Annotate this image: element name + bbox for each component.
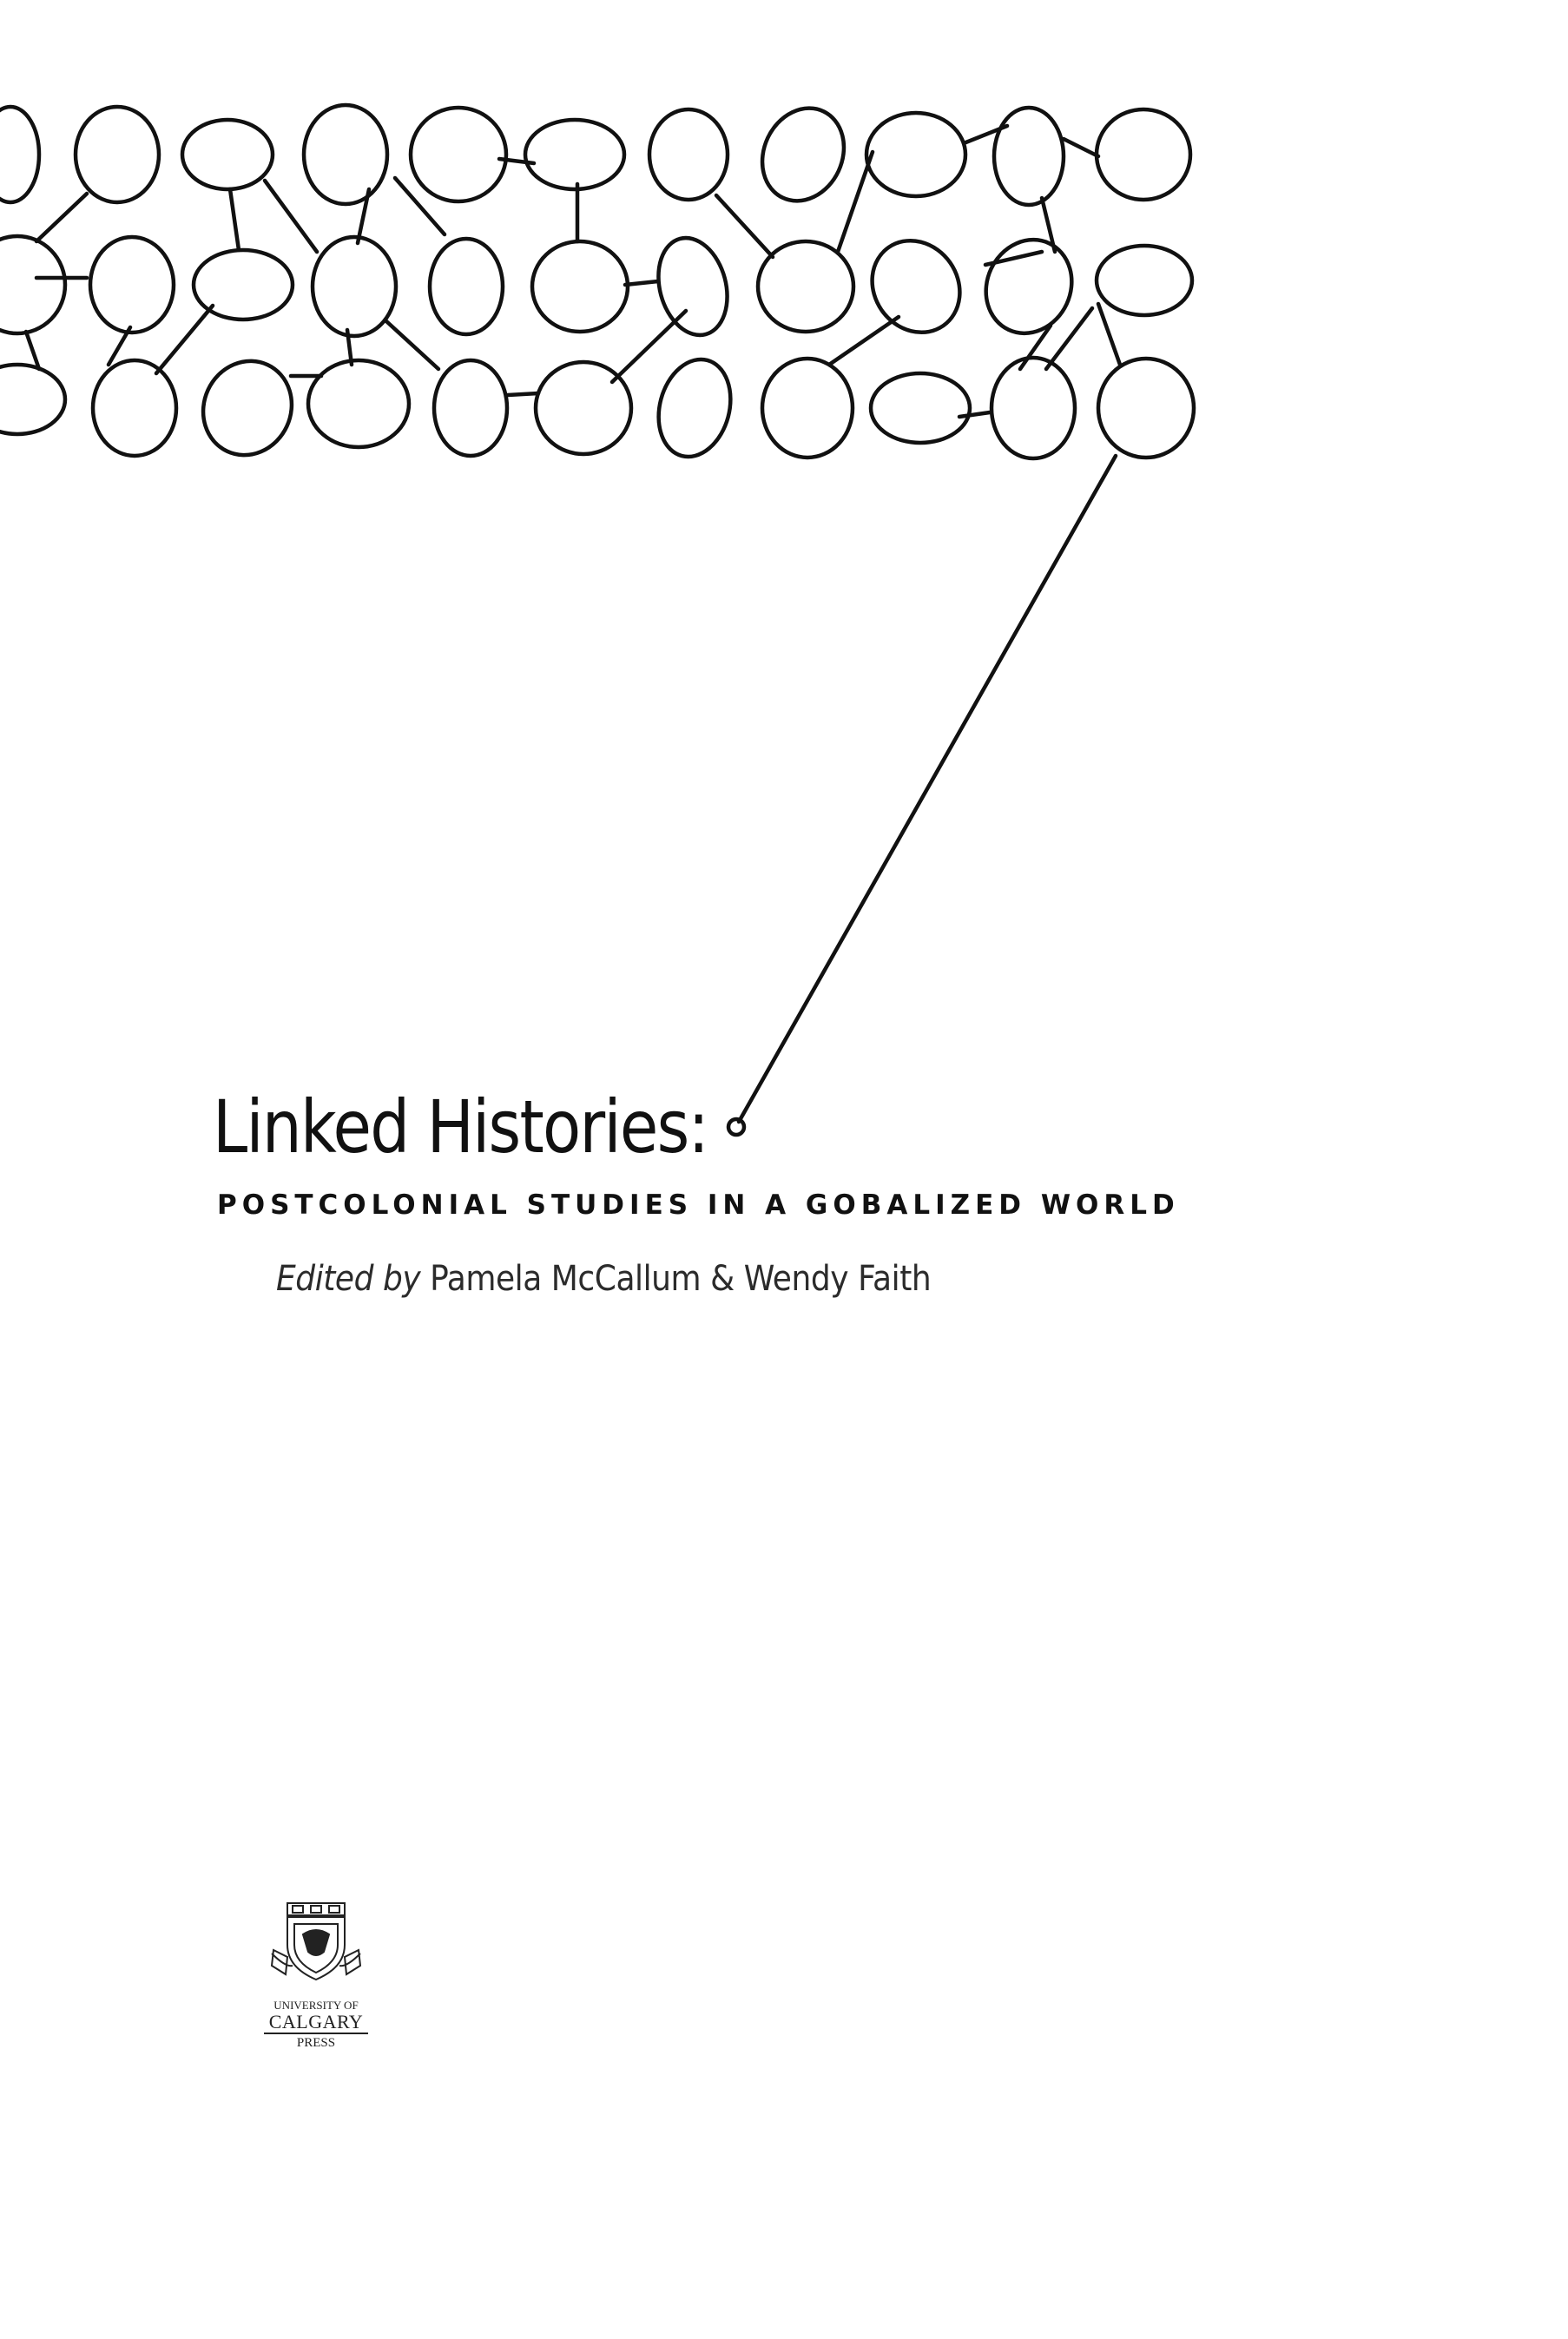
oval (1097, 109, 1190, 200)
oval (411, 108, 506, 201)
oval (0, 365, 65, 434)
university-crest-icon (268, 1900, 364, 1995)
oval (866, 113, 965, 196)
publisher-line-1: UNIVERSITY OF (273, 1999, 359, 2012)
publisher-line-2: CALGARY (264, 2013, 368, 2034)
oval (182, 120, 273, 189)
oval (871, 373, 970, 443)
link-line (36, 194, 87, 241)
link-line (265, 181, 317, 252)
oval (971, 226, 1086, 347)
link-line (625, 281, 658, 285)
connector-end-ring (728, 1119, 744, 1135)
link-line (386, 321, 438, 369)
oval (536, 362, 631, 454)
oval (308, 360, 409, 447)
editor-names: Pamela McCallum & Wendy Faith (430, 1259, 932, 1299)
oval (748, 95, 859, 214)
oval (854, 223, 978, 349)
oval (525, 120, 624, 189)
link-line (508, 393, 538, 395)
long-connector-line (739, 456, 1116, 1122)
book-title: Linked Histories: (213, 1084, 708, 1170)
publisher-logo (264, 1900, 368, 2051)
oval (992, 358, 1075, 458)
link-line (829, 317, 899, 365)
oval (430, 239, 503, 334)
link-line (230, 189, 239, 250)
publisher-line-3: PRESS (296, 2036, 336, 2050)
link-line (26, 332, 39, 369)
link-line (395, 178, 445, 234)
link-line (1046, 308, 1092, 369)
oval (758, 241, 853, 332)
link-line (716, 195, 773, 257)
oval (434, 360, 507, 456)
oval (649, 352, 741, 465)
oval (649, 230, 738, 343)
oval (304, 105, 387, 204)
oval (313, 237, 396, 336)
oval (188, 346, 306, 470)
link-line (1098, 304, 1120, 365)
oval (1098, 359, 1194, 458)
oval (90, 237, 174, 333)
oval (994, 108, 1064, 205)
oval (762, 359, 853, 458)
oval (649, 109, 728, 200)
oval (1097, 246, 1192, 315)
oval (532, 241, 628, 332)
oval (0, 107, 39, 202)
oval (0, 236, 65, 333)
editors-line (276, 1259, 931, 1299)
link-line (1064, 139, 1098, 156)
book-subtitle: POSTCOLONIAL STUDIES IN A GOBALIZED WORLD (217, 1189, 1180, 1221)
edited-by-label: Edited by (276, 1259, 421, 1299)
link-line (959, 412, 990, 417)
oval (194, 250, 293, 320)
oval (93, 360, 176, 456)
oval (76, 107, 159, 202)
